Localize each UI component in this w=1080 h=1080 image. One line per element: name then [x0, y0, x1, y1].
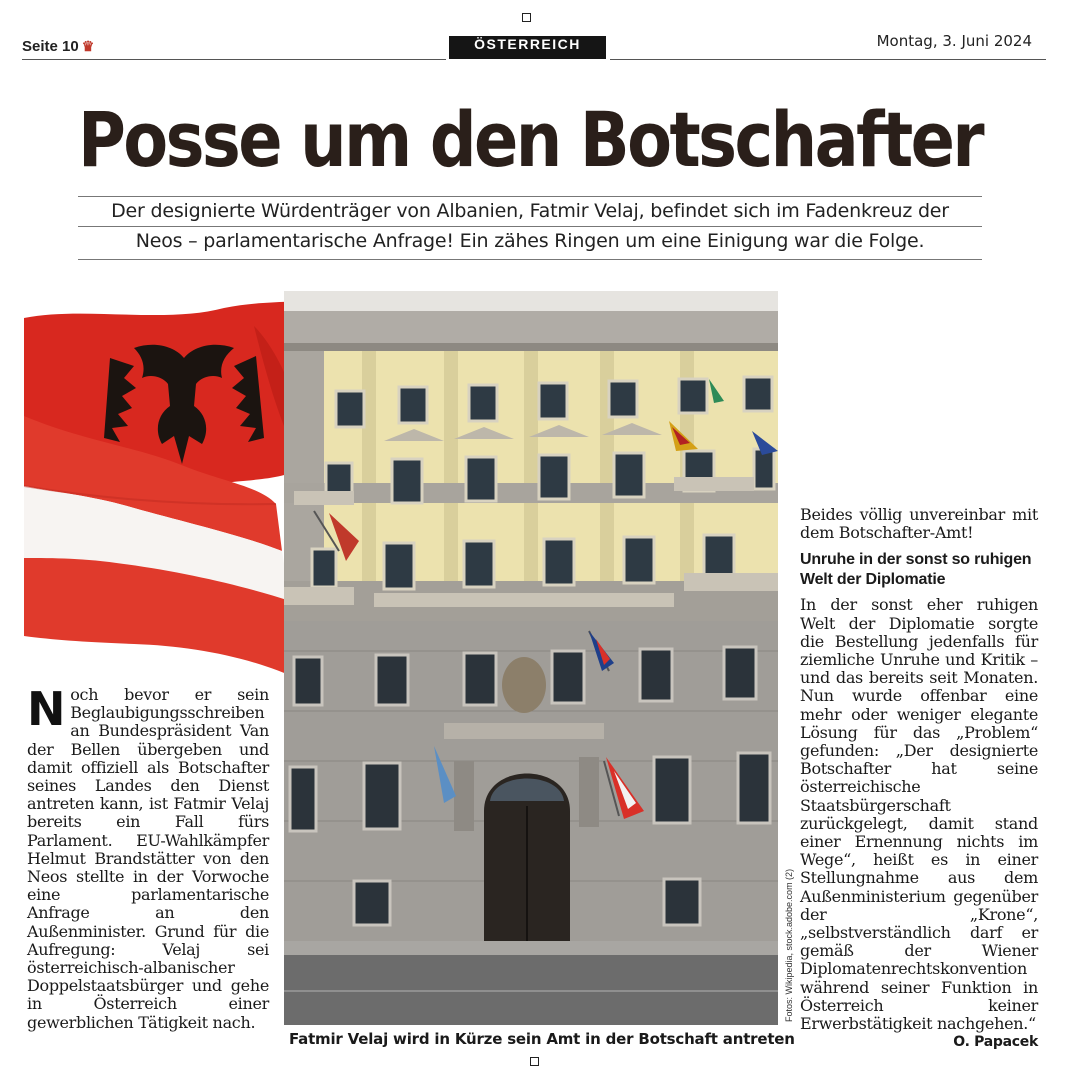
subheadline-line2: Neos – parlamentarische Anfrage! Ein zähes Ringen um eine Einigung war die Folge.	[135, 230, 925, 252]
albania-austria-flag-image	[24, 296, 318, 680]
subheading: Unruhe in der sonst so ruhigen Welt der Diplomatie	[800, 551, 1032, 589]
headline: Posse um den Botschafter	[77, 95, 983, 184]
subhead-rule	[78, 226, 982, 227]
selection-handle-top[interactable]	[522, 13, 531, 22]
subhead-rule	[78, 196, 982, 197]
selection-handle-bottom[interactable]	[530, 1057, 539, 1066]
header-rule-right	[610, 59, 1046, 60]
page-number: Seite 10 ♛	[22, 38, 95, 55]
embassy-building-photo	[284, 291, 778, 1025]
photo-caption: Fatmir Velaj wird in Kürze sein Amt in der Botschaft antreten	[289, 1030, 795, 1048]
subheadline-line1: Der designierte Würdenträger von Albanien, Fatmir Velaj, befindet sich im Fadenkreuz der	[111, 200, 949, 222]
body-left-text: och bevor er sein Beglaubigungsschreiben an Bundespräsident Van der Bellen übergeben und damit offiziell als Botschafter seines Landes den Dienst antreten kann, ist Fatmir Velaj bereits ein Fall fürs Parlament. EU-Wahlkämpfer Helmut Brandstätter von den Neos stellte in der Vorwoche eine parlamentarische Anfrage an den Außenminister. Grund für die Aufregung: Velaj sei österreichisch-albanischer Doppelstaatsbürger und gehe in Österreich einer gewerblichen Tätigkeit nach.	[27, 685, 269, 1032]
body-right-intro: Beides völlig unvereinbar mit dem Botschafter-Amt!	[800, 505, 1038, 543]
body-right-text: In der sonst eher ruhigen Welt der Diplomatie sorgte die Bestellung jedenfalls für ziemliche Unruhe und Kritik – und das bereits seit Monaten. Nun wurde offenbar eine mehr oder weniger elegante Lösung für das „Problem“ gefunden: „Der designierte Botschafter hat seine österreichische Staatsbürgerschaft zurückgelegt, damit stand einer Ernennung nichts im Wege“, heißt es in einer Stellungnahme aus dem Außenministerium gegenüber der „Krone“, „selbstverständlich darf er gemäß der Wiener Diplomatenrechtskonvention während seiner Funktion in Österreich keiner Erwerbstätigkeit nachgehen.“ O. Papacek	[800, 595, 1038, 1051]
crown-icon: ♛	[81, 38, 95, 54]
article-body-right	[800, 506, 1038, 1050]
issue-date: Montag, 3. Juni 2024	[876, 32, 1032, 50]
header-rule-left	[22, 59, 446, 60]
subhead-rule	[78, 259, 982, 260]
dropcap: N	[27, 682, 66, 736]
photo-credit: Fotos: Wikipedia, stock.adobe.com (2)	[784, 868, 794, 1022]
section-label: ÖSTERREICH	[449, 36, 606, 59]
article-body-left	[27, 682, 269, 1032]
author-byline: O. Papacek	[953, 1034, 1038, 1051]
